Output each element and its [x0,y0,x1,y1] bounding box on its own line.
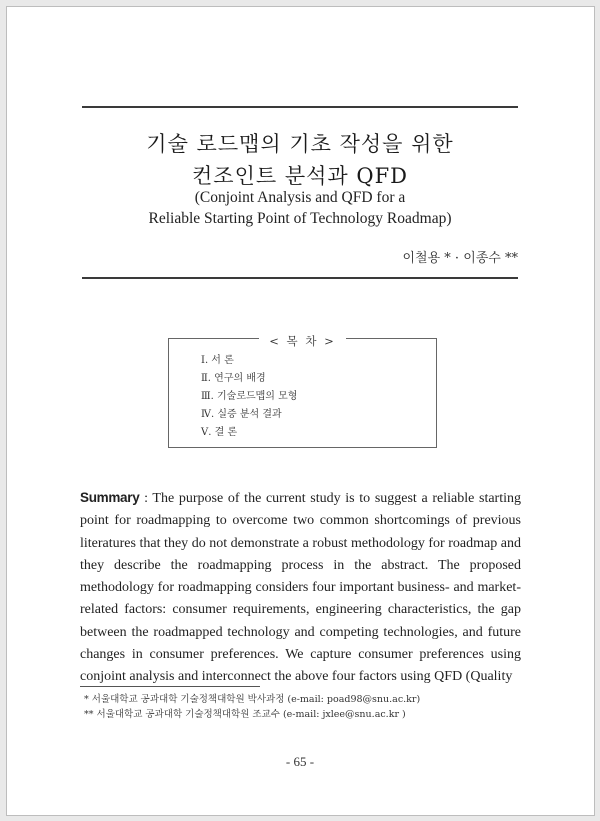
korean-title-line-2: 컨조인트 분석과 QFD [192,164,408,188]
page-number: - 65 - [285,754,315,769]
summary-label: Summary [80,490,140,505]
korean-title-line-1: 기술 로드맵의 기초 작성을 위한 [146,132,454,156]
footnotes [84,692,420,722]
toc-item-5: Ⅴ. 결 론 [201,427,238,438]
footnote-rule [80,686,260,687]
table-of-contents [168,334,437,448]
english-title-line-1: (Conjoint Analysis and QFD for a [194,189,406,206]
summary-text: The purpose of the current study is to suggest a reliable starting point for roadmapping to overcome two common shortcomings of previous literatures that they do not demonstrate a robust methodology for roadmap and they describe the roadmapping process in the abstract. The proposed methodology for roadmapping considers four important business- and market-related factors: consumer requirements, engineering characteristics, the gap between the roadmapped technology and competing technologies, and future changes in consumer preferences. We capture consumer preferences using conjoint analysis and interconnect the above four factors using QFD (Quality [80,491,522,685]
toc-item-2: Ⅱ. 연구의 배경 [201,373,266,384]
footnote-2: ** 서울대학교 공과대학 기술정책대학원 조교수 (e-mail: jxlee@snu.ac.kr ) [84,709,406,720]
toc-item-3: Ⅲ. 기술로드맵의 모형 [201,391,298,402]
footnote-1: * 서울대학교 공과대학 기술정책대학원 박사과정 (e-mail: poad98@snu.ac.kr) [84,694,421,705]
toc-heading: < 목 차 > [259,334,345,348]
summary-paragraph [80,487,521,689]
summary-separator: : [139,491,153,506]
header-bottom-rule [82,277,518,279]
toc-list [201,352,297,442]
toc-item-4: Ⅳ. 실증 분석 결과 [201,409,282,420]
authors: 이철용 * · 이종수 ** [402,251,518,266]
toc-item-1: Ⅰ. 서 론 [201,355,234,366]
top-rule [82,106,518,108]
english-title-line-2: Reliable Starting Point of Technology Roadmap) [148,210,452,227]
